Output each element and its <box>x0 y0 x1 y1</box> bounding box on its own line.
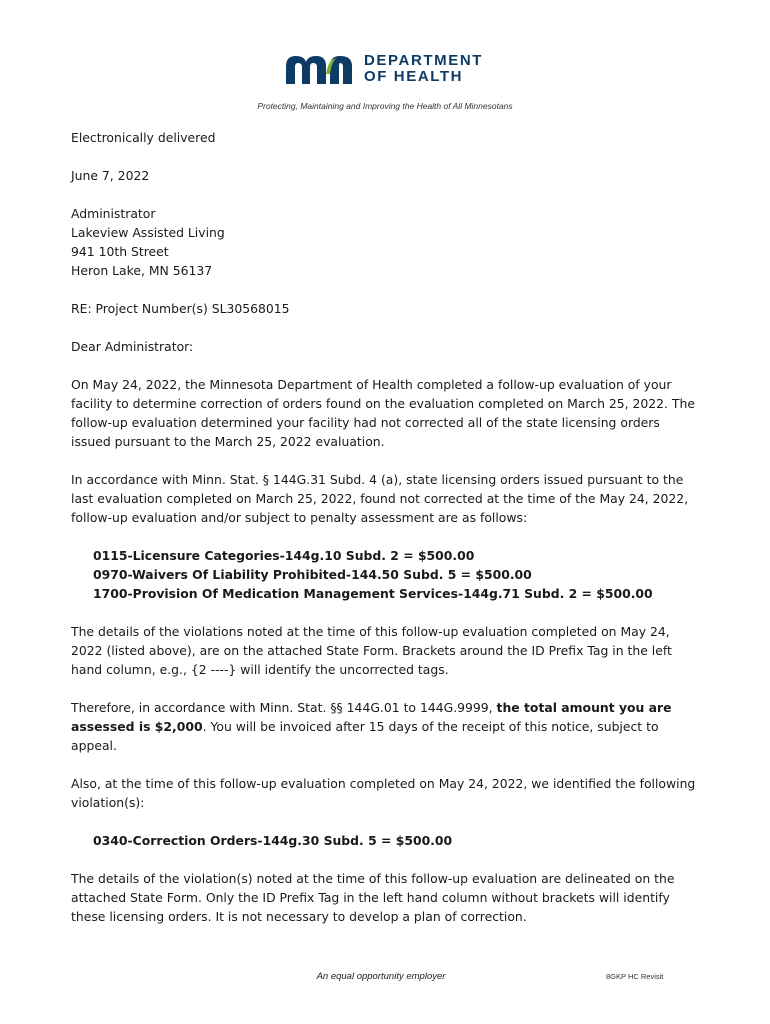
department-name-line2: OF HEALTH <box>364 68 464 85</box>
paragraph-4-end: . You will be invoiced after 15 days of the receipt of this notice, subject to appeal. <box>71 719 659 753</box>
paragraph-5: Also, at the time of this follow-up evaluation completed on May 24, 2022, we identified the following violation(s): <box>71 776 696 810</box>
paragraph-4-start: Therefore, in accordance with Minn. Stat. §§ 144G.01 to 144G.9999, <box>71 700 497 715</box>
recipient-title: Administrator <box>71 206 156 221</box>
department-name-line1: DEPARTMENT <box>364 52 484 69</box>
penalty-item: 0115-Licensure Categories-144g.10 Subd. 2 = $500.00 <box>93 548 475 563</box>
salutation: Dear Administrator: <box>71 339 194 354</box>
paragraph-6: The details of the violation(s) noted at the time of this follow-up evaluation are delineated on the attached State Form. Only the ID Prefix Tag in the left hand column without brackets will identify these licensing orders. It is not necessary to develop a plan of correction. <box>71 871 675 924</box>
paragraph-1: On May 24, 2022, the Minnesota Department of Health completed a follow-up evaluation of your facility to determine correction of orders found on the evaluation completed on March 25, 2022. The follow-up evaluation determined your facility had not corrected all of the state licensing orders issued pursuant to the March 25, 2022 evaluation. <box>71 377 695 449</box>
violation-item: 0340-Correction Orders-144g.30 Subd. 5 = $500.00 <box>93 833 453 848</box>
paragraph-3: The details of the violations noted at the time of this follow-up evaluation completed on May 24, 2022 (listed above), are on the attached State Form. Brackets around the ID Prefix Tag in the left hand column, e.g., {2 ----} will identify the uncorrected tags. <box>71 624 672 677</box>
department-name <box>364 53 483 85</box>
tagline: Protecting, Maintaining and Improving the Health of All Minnesotans <box>257 101 513 111</box>
footer-equal-opportunity: An equal opportunity employer <box>316 971 446 982</box>
violation-list <box>93 831 701 850</box>
footer-code: 8GKP HC Revisit <box>606 972 664 981</box>
total-assessed: the total amount you are assessed is $2,000 <box>71 700 672 734</box>
letter-date: June 7, 2022 <box>71 168 150 183</box>
paragraph-4 <box>71 698 701 755</box>
re-line: RE: Project Number(s) SL30568015 <box>71 301 290 316</box>
letter-body <box>71 128 701 945</box>
recipient-facility: Lakeview Assisted Living <box>71 225 225 240</box>
department-logo <box>284 52 483 86</box>
recipient-city: Heron Lake, MN 56137 <box>71 263 213 278</box>
penalty-item: 0970-Waivers Of Liability Prohibited-144.50 Subd. 5 = $500.00 <box>93 567 532 582</box>
delivery-note: Electronically delivered <box>71 130 216 145</box>
recipient-street: 941 10th Street <box>71 244 169 259</box>
paragraph-2: In accordance with Minn. Stat. § 144G.31 Subd. 4 (a), state licensing orders issued pursuant to the last evaluation completed on March 25, 2022, found not corrected at the time of the May 24, 2022, follow-up evaluation and/or subject to penalty assessment are as follows: <box>71 472 689 525</box>
penalty-item: 1700-Provision Of Medication Management Services-144g.71 Subd. 2 = $500.00 <box>93 586 653 601</box>
penalty-list <box>93 546 701 603</box>
mn-logo-icon <box>284 52 354 86</box>
recipient-address <box>71 204 701 280</box>
